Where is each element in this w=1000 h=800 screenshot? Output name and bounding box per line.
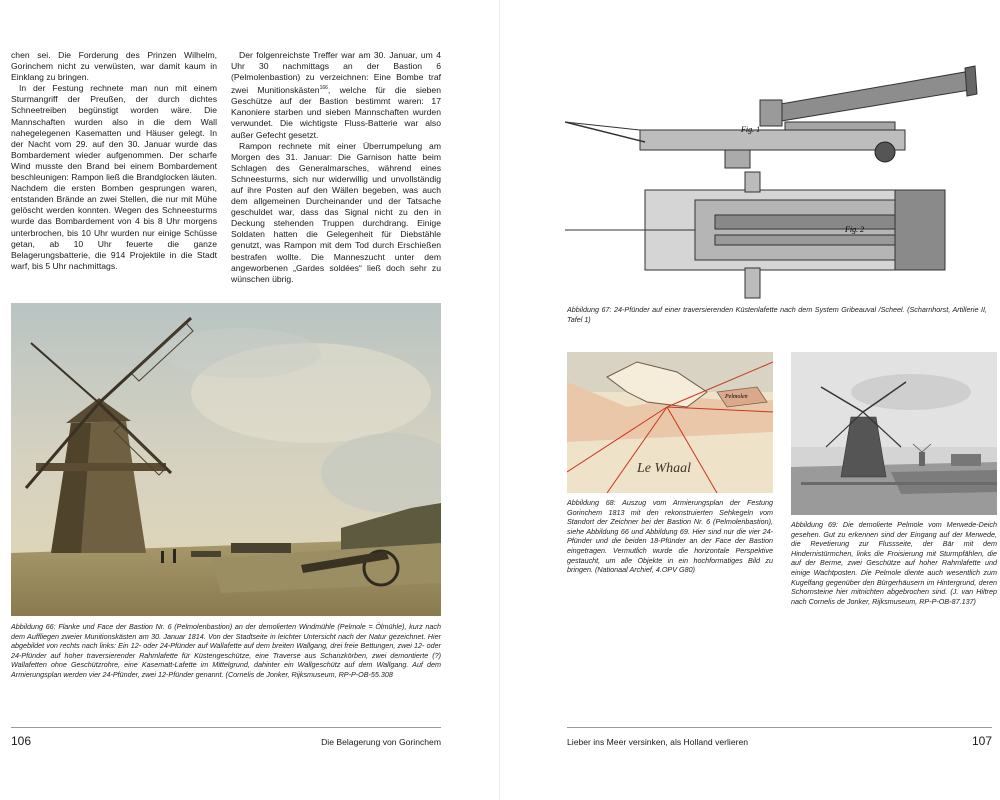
figure-66-windmill-painting [11, 303, 441, 616]
figure-68-caption: Abbildung 68: Auszug vom Armierungsplan der Festung Gorinchem 1813 mit den rekonstruierten Sehkegeln vom Standort der Zeichner bei der Bastion Nr. 6 (Pelmolenbastion), siehe Abbildung 66 und Abbildung 69. Hier sind nur die vier 24-Pfünder und die beiden 18-Pfünder an der Face der Bastion eingetragen. Vermutlich wurde die horizontale Perspektive gestaucht, um alle Objekte in ein hochformatiges Bild zu bringen. (Nationaal Archief, 4.OPV G80) [567, 498, 773, 575]
figure-66-caption: Abbildung 66: Flanke und Face der Bastion Nr. 6 (Pelmolenbastion) an der demolierten Windmühle (Pelmole = Ölmühle), kurz nach dem Auffliegen zweier Munitionskästen am 30. Januar 1814. Von der Stadtseite in leichter Untersicht nach der Natur gezeichnet. Hier abgebildet von rechts nach links: Ein 12- oder 24-Pfünder auf Wallafette auf dem breiten Wallgang, drei freie Bettungen, zwei 12- oder 24-Pfünder auf hoher traversierender Rahmlafette für Küstengeschütze, eine Traverse aus Schanzkörben, zwei demontierte (?) Wallafetten ohne Geschützrohre, eine Kasematt-Lafette im Mittelgrund, dahinter ein Wallgeschütz auf dem Wallgang. Auf dem Armierungsplan werden vier 24-Pfünder, zwei 12-Pfünder genannt. (Cornelis de Jonker, Rijksmuseum, RP-P-OB-55.308 [11, 622, 441, 679]
footnote-reference[interactable]: 166 [319, 85, 328, 92]
paragraph: In der Festung rechnete man nun mit einem Sturmangriff der Preußen, der durch dichtes Schneetreiben begünstigt worden wäre. Die Mannschaften wurden also in die dem Wall nahegelegenen Kasematten und Häuser gelegt. In der Nacht vom 29. auf den 30. Januar wurde das Bombardement wieder aufgenommen. Der scharfe Wind musste den Brand bei einem Bombardement beschleunigen: Rampon ließ die Brandglocken läuten. Nachdem die ersten Bomben gesprungen waren, entstanden Brände an zwei Stellen, die nur mit Mühe gelöscht werden konnten. Wegen des Schneesturms wurde das Bombardement von 4 bis 8 Uhr morgens unterbrochen, bis 10 Uhr wurden nur einige Schüsse getan, ab 10 Uhr feuerte die ganze Belagerungsbatterie, die 914 Projektile in die Stadt warf, bis 5 Uhr nachmittags. [11, 83, 217, 271]
figure-69-caption: Abbildung 69: Die demolierte Pelmole vom Merwede-Deich gesehen. Gut zu erkennen sind der Eingang auf der Merwede, die Revetierung zur Flussseite, der Bär mit dem Hindernistürmchen, links die Froisierung mit Sturmpfählen, die auf der Berme, zwei Geschütze auf hoher Rahmlafette und einige Wachtposten. Die Pelmole diente auch wesentlich zum Kugelfang gegenüber den Bürgerhäusern im Hintergrund, deren Schornsteine hier mitnichten abgebrochen sind. (J. van Hiltrep nach Cornelis de Jonker, Rijksmuseum, RP-P-OB-87.137) [791, 520, 997, 606]
footer-rule [11, 727, 441, 728]
figure-69-pelmole-engraving [791, 352, 997, 515]
left-column-2 [231, 50, 441, 285]
paragraph: chen sei. Die Forderung des Prinzen Wilhelm, Gorinchem nicht zu verwüsten, war damit kaum in Einklang zu bringen. [11, 50, 217, 83]
page-number-left: 106 [11, 734, 32, 748]
figure-67-label-fig2: Fig. 2 [845, 225, 865, 234]
running-head-left: Die Belagerung von Gorinchem [321, 737, 441, 747]
paragraph-text: , welche für die sieben Geschütze auf der Bastion bestimmt waren: 17 Kanoniere starben und sieben Mannschaften wurden verwundet. Die wichtigste Fluss-Batterie war also außer Gefecht gesetzt. [231, 85, 441, 140]
figure-68-map-label: Pelmolen [725, 394, 748, 400]
paragraph: Rampon rechnete mit einer Überrumpelung am Morgen des 31. Januar: Die Garnison hatte beim Schlagen des Generalmarsches, während eines Schneesturms, sich nur widerwillig und unvollständig auf ihre Posten auf den Wällen begeben, was auch dem allgemeinen Durcheinander und der Tatsache geschuldet war, dass das Signal nicht zu den in Deckung stehenden Truppen durchdrang. Einige Soldaten hatten die Gelegenheit für Diebstähle genutzt, was Rampon mit dem Tod durch Erschießen bestrafen wollte. Die Manneszucht unter dem angeworbenen „Gardes soldées“ ließ doch sehr zu wünschen übrig. [231, 140, 441, 284]
right-page [500, 0, 1000, 800]
page-number-right: 107 [971, 734, 992, 748]
footer-rule [567, 727, 992, 728]
paragraph-text: Der folgenreichste Treffer war am 30. Januar, um 4 Uhr 30 nachmittags an der Bastion 6 (Pelmolenbastion) zu verzeichnen: Eine Bombe traf zwei Munitionskästen [231, 50, 441, 96]
left-column-1 [11, 50, 217, 272]
paragraph [231, 50, 441, 141]
figure-68-fortress-map [567, 352, 773, 493]
figure-68-map-script-label: Le Whaal [637, 461, 692, 476]
figure-67-label-fig1: Fig. 1 [741, 125, 761, 134]
figure-67-caption: Abbildung 67: 24-Pfünder auf einer traversierenden Küstenlafette nach dem System Gribeauval /Scheel. (Scharnhorst, Artillerie II, Tafel 1) [567, 305, 987, 324]
figure-67-cannon-drawing [565, 50, 990, 300]
running-head-right: Lieber ins Meer versinken, als Holland verlieren [567, 737, 749, 747]
